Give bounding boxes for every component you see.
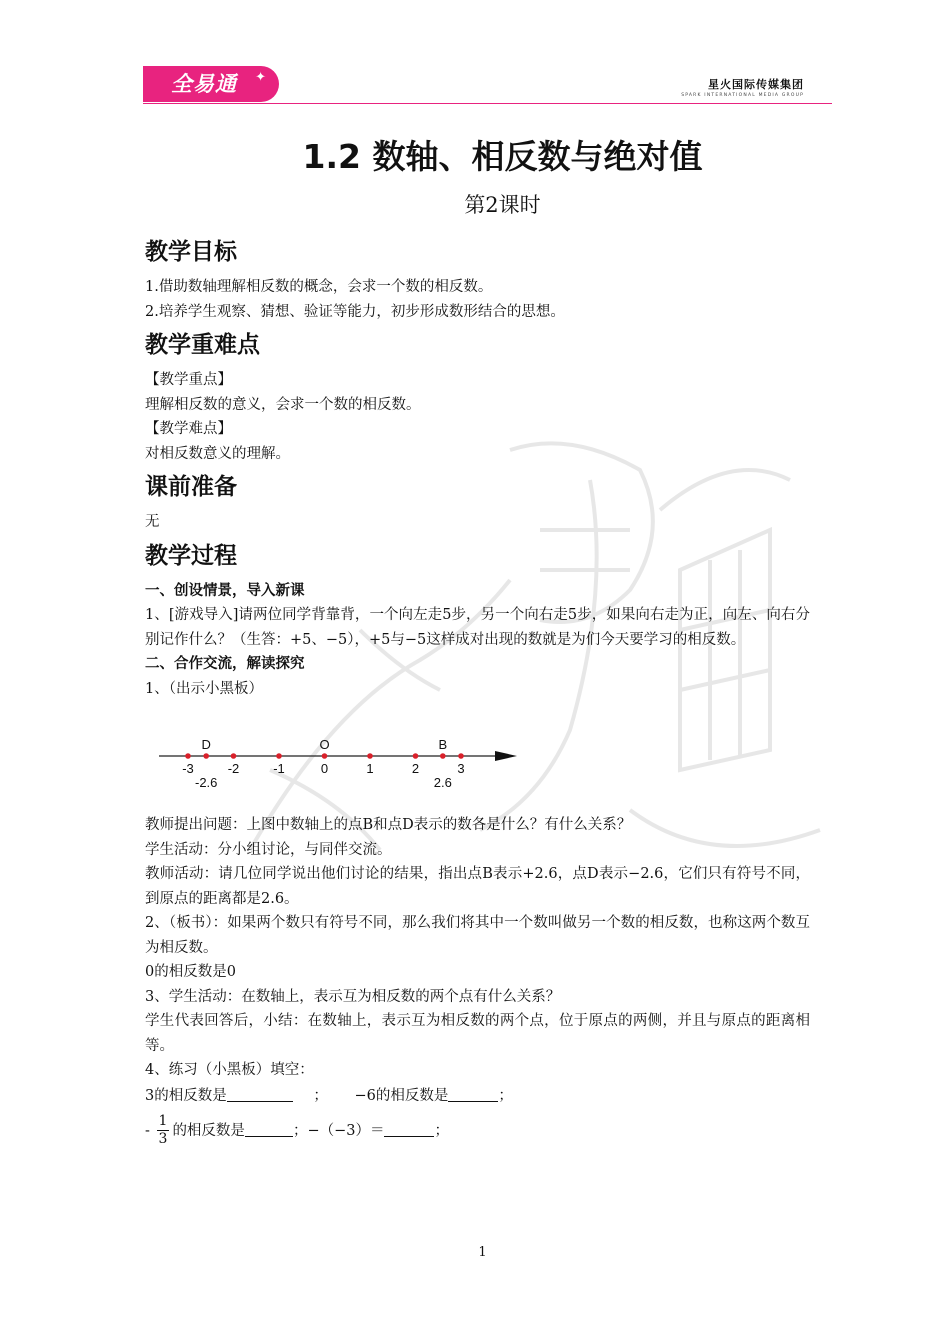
fraction-numerator: 1 [158, 1113, 168, 1129]
process-paragraph-8: 学生代表回答后，小结：在数轴上，表示互为相反数的两个点，位于原点的两侧，并且与原点的距离相等。 [145, 1013, 810, 1054]
page-number: 1 [478, 1245, 487, 1260]
number-line-figure [145, 707, 810, 799]
logo-text: 全易通 [171, 72, 237, 96]
exercise-1a-prompt: 3的相反数是 [145, 1087, 227, 1104]
point-name-label: O [319, 737, 330, 752]
page-subtitle: 第2课时 [464, 193, 541, 217]
exercise-separator: ； [313, 1087, 328, 1104]
fraction-one-third [157, 1113, 170, 1148]
process-paragraph-2: 教师提出问题：上图中数轴上的点B和点D表示的数各是什么？有什么关系？ [145, 817, 632, 833]
point-name-label: B [438, 737, 448, 752]
process-paragraph-5: 2、（板书）：如果两个数只有符号不同，那么我们将其中一个数叫做另一个数的相反数，也称这两个数互为相反数。 [145, 915, 810, 956]
exercise-1b-prompt: −6的相反数是 [354, 1087, 449, 1104]
point-value-label: -2.6 [194, 775, 218, 790]
goal-item-2: 2.培养学生观察、猜想、验证等能力，初步形成数形结合的思想。 [145, 303, 565, 320]
answer-blank[interactable] [448, 1085, 498, 1102]
tick-label: 2 [411, 761, 420, 776]
sparkle-icon: ✦ [255, 70, 267, 85]
tick-label: -3 [182, 761, 194, 776]
number-line-point [367, 753, 373, 759]
number-line-point [203, 753, 209, 759]
process-paragraph-4: 教师活动：请几位同学说出他们讨论的结果，指出点B表示+2.6，点D表示−2.6，它们只有符号不同，到原点的距离都是2.6。 [145, 866, 810, 907]
point-value-label: 2.6 [433, 775, 452, 790]
process-paragraph-9: 4、练习（小黑板）填空： [145, 1062, 314, 1078]
answer-blank[interactable] [384, 1120, 434, 1137]
exercise-end: ； [434, 1122, 449, 1139]
section-heading-key: 教学重难点 [145, 332, 260, 358]
prep-text: 无 [145, 514, 160, 530]
process-part-1-text: 1、[游戏导入]请两位同学背靠背，一个向左走5步，另一个向右走5步，如果向右走为正，向左、向右分别记作什么？（生答：+5、−5），+5与−5这样成对出现的数就是为们今天要学习的相反数。 [145, 607, 810, 648]
section-heading-goals: 教学目标 [145, 239, 237, 265]
process-paragraph-1: 1、（出示小黑板） [145, 680, 263, 697]
document-body [145, 231, 810, 1151]
section-heading-prep: 课前准备 [145, 474, 237, 500]
exercise-2b-prompt: −（−3）＝ [307, 1122, 385, 1139]
goal-item-1: 1.借助数轴理解相反数的概念，会求一个数的相反数。 [145, 279, 493, 295]
publisher-brand [681, 76, 804, 98]
exercise-end: ； [498, 1087, 513, 1104]
difficulty-label: 【教学难点】 [145, 421, 232, 437]
header-divider [143, 103, 832, 104]
exercise-separator: ； [292, 1122, 308, 1139]
process-paragraph-6: 0的相反数是0 [145, 964, 236, 980]
tick-label: -1 [273, 761, 285, 776]
process-part-2-title: 二、合作交流，解读探究 [145, 656, 305, 672]
publisher-name-en: SPARK INTERNATIONAL MEDIA GROUP [681, 93, 804, 98]
number-line-point [231, 753, 237, 759]
key-text: 理解相反数的意义，会求一个数的相反数。 [145, 396, 421, 413]
tick-label: 3 [457, 761, 465, 776]
number-line-point [185, 753, 191, 759]
process-paragraph-7: 3、学生活动：在数轴上，表示互为相反数的两个点有什么关系？ [145, 988, 561, 1005]
section-heading-process: 教学过程 [145, 542, 237, 569]
arrow-icon [495, 751, 517, 761]
tick-label: 1 [366, 761, 374, 776]
number-line-svg [145, 707, 545, 799]
process-paragraph-3: 学生活动：分小组讨论，与同伴交流。 [145, 841, 392, 858]
exercise-2a-prompt: 的相反数是 [172, 1122, 245, 1139]
exercise-row-1 [145, 1083, 810, 1109]
publisher-name-cn: 星火国际传媒集团 [708, 78, 804, 91]
exercise-row-2 [145, 1111, 810, 1151]
answer-blank[interactable] [227, 1085, 293, 1102]
answer-blank[interactable] [245, 1120, 293, 1137]
logo-badge [143, 66, 279, 102]
difficulty-text: 对相反数意义的理解。 [145, 445, 290, 462]
fraction-denominator: 3 [158, 1131, 168, 1147]
process-part-1-title: 一、创设情景，导入新课 [145, 582, 305, 599]
tick-label: 0 [320, 761, 329, 776]
number-line-point [413, 753, 419, 759]
number-line-point [458, 753, 464, 759]
number-line-point [322, 753, 328, 759]
number-line-point [440, 753, 446, 759]
tick-label: -2 [227, 761, 240, 776]
key-label: 【教学重点】 [145, 372, 232, 388]
number-line-point [276, 753, 282, 759]
point-name-label: D [201, 737, 211, 752]
page-title: 1.2 数轴、相反数与绝对值 [302, 137, 703, 176]
minus-sign: - [145, 1122, 150, 1139]
